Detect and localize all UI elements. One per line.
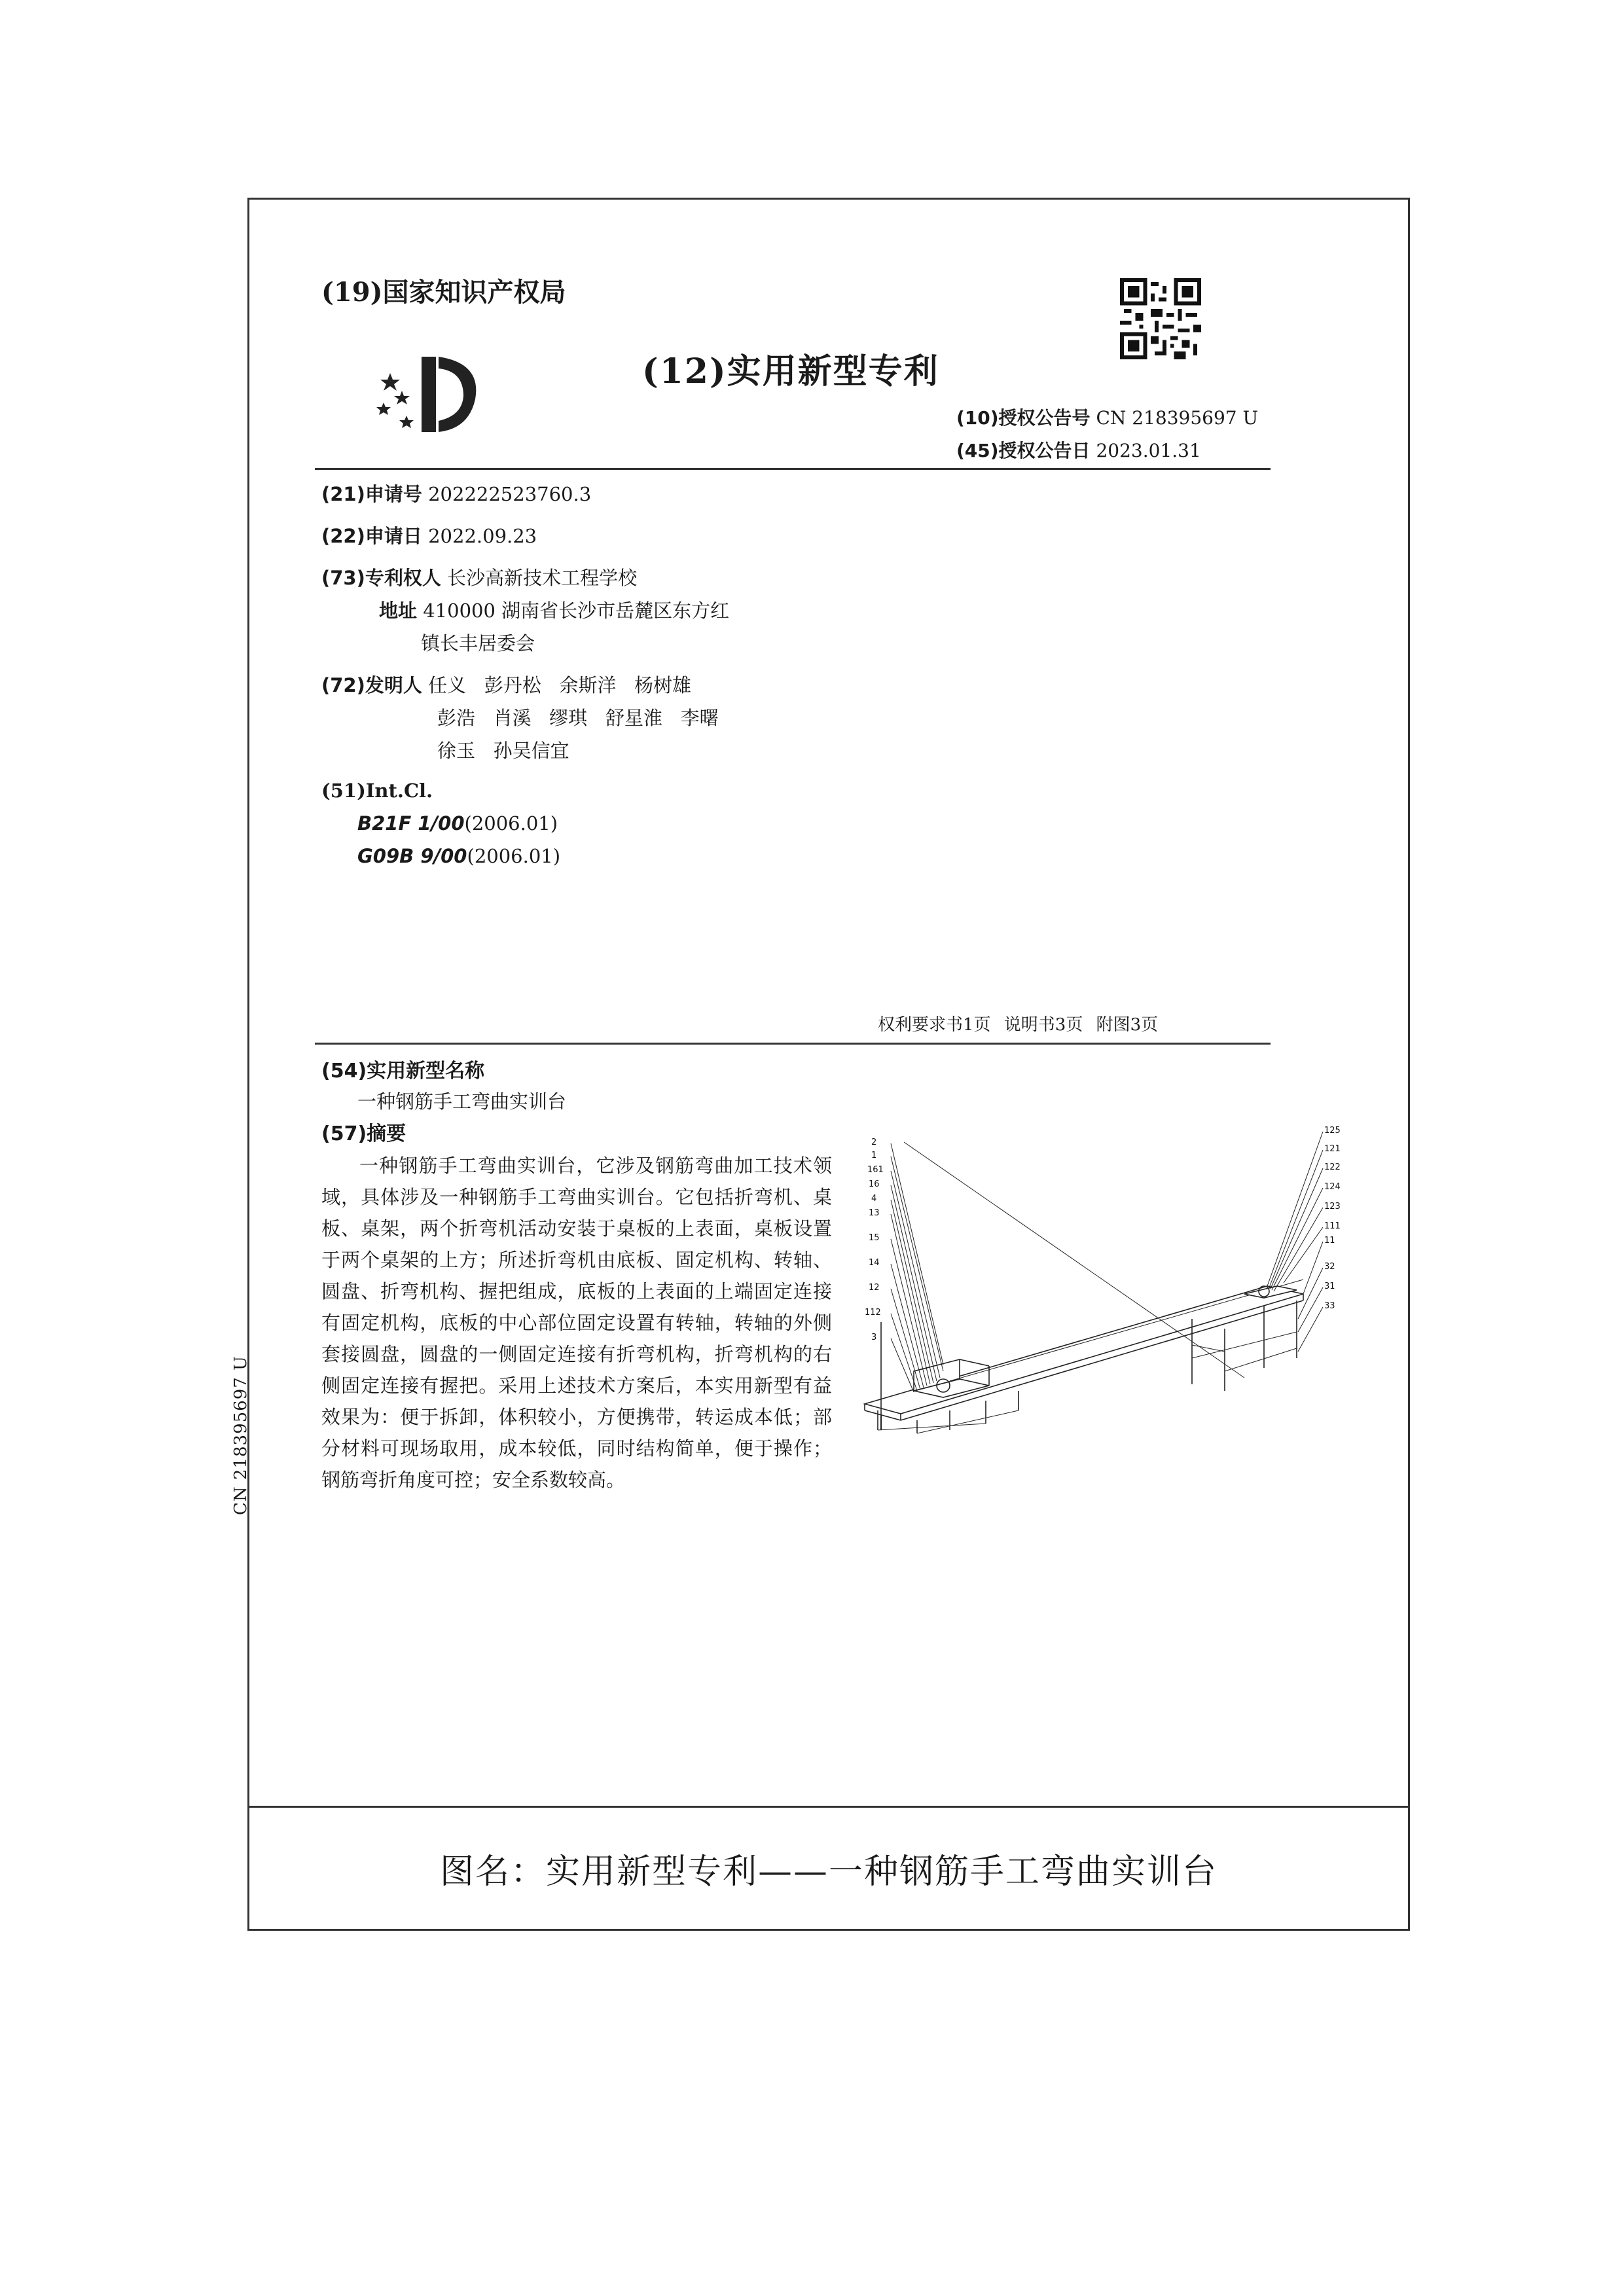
- side-pub-number: CN 218395697 U: [231, 1355, 251, 1515]
- part-label: 112: [865, 1308, 881, 1318]
- caption-bar: [249, 1806, 1408, 1929]
- part-label: 31: [1324, 1282, 1335, 1291]
- figure-drawing: [852, 1122, 1375, 1437]
- patent-office: (19)国家知识产权局: [321, 277, 566, 308]
- pub-number-value: CN 218395697 U: [1096, 407, 1259, 429]
- figure-caption: 图名：实用新型专利——一种钢筋手工弯曲实训台: [439, 1852, 1218, 1892]
- part-label: 4: [871, 1194, 877, 1204]
- app-no-label: (21)申请号: [321, 483, 422, 505]
- patentee-value: 长沙高新技术工程学校: [447, 567, 638, 589]
- app-no-value: 202222523760.3: [428, 483, 592, 505]
- part-label: 124: [1324, 1182, 1341, 1192]
- pub-date-row: [956, 437, 1201, 463]
- intcl-1-year: (2006.01): [464, 812, 558, 834]
- part-label: 123: [1324, 1202, 1341, 1211]
- part-label: 14: [869, 1258, 880, 1268]
- filing-date-row: [321, 522, 537, 548]
- pub-date-value: 2023.01.31: [1096, 440, 1201, 461]
- intcl-1-code: B21F 1/00: [357, 812, 465, 834]
- drawing-labels-left: [865, 1138, 884, 1342]
- title-section-label: (54)实用新型名称: [321, 1060, 485, 1083]
- inventors-row: [321, 671, 691, 698]
- part-label: 3: [871, 1333, 877, 1342]
- address-line2: 镇长丰居委会: [421, 632, 535, 655]
- intcl-2-year: (2006.01): [467, 845, 561, 867]
- intcl-row-2: [357, 845, 560, 867]
- part-label: 122: [1324, 1162, 1341, 1172]
- pub-number-label: (10)授权公告号: [956, 407, 1091, 429]
- filing-date-label: (22)申请日: [321, 525, 422, 547]
- inventors-line2: 彭浩 肖溪 缪琪 舒星淮 李曙: [437, 707, 719, 729]
- part-label: 2: [871, 1138, 877, 1147]
- header-rule: [315, 468, 1271, 470]
- intcl-2-code: G09B 9/00: [357, 845, 467, 867]
- part-label: 15: [869, 1233, 880, 1243]
- section-rule: [315, 1043, 1271, 1045]
- pub-number-row: [956, 404, 1258, 430]
- part-label: 33: [1324, 1301, 1335, 1311]
- inventors-line1: 任义 彭丹松 余斯洋 杨树雄: [428, 674, 692, 696]
- abstract-label: (57)摘要: [321, 1122, 406, 1145]
- filing-date-value: 2022.09.23: [428, 525, 537, 547]
- abstract-text: 一种钢筋手工弯曲实训台，它涉及钢筋弯曲加工技术领域，具体涉及一种钢筋手工弯曲实训台。它包括折弯机、桌板、桌架，两个折弯机活动安装于桌板的上表面，桌板设置于两个桌架的上方；所述折弯机由底板、固定机构、转轴、圆盘、折弯机构、握把组成，底板的上表面的上端固定连接有固定机构，底板的中心部位固定设置有转轴，转轴的外侧套接圆盘，圆盘的一侧固定连接有折弯机构，折弯机构的右侧固定连接有握把。采用上述技术方案后，本实用新型有益效果为：便于拆卸，体积较小，方便携带，转运成本低；部分材料可现场取用，成本较低，同时结构简单，便于操作；钢筋弯折角度可控；安全系数较高。: [321, 1155, 832, 1491]
- pages-info: 权利要求书1页 说明书3页 附图3页: [878, 1015, 1159, 1035]
- qr-code: [1120, 278, 1201, 359]
- utility-model-title: 一种钢筋手工弯曲实训台: [357, 1090, 567, 1113]
- part-label: 125: [1324, 1126, 1341, 1136]
- part-label: 1: [871, 1151, 877, 1160]
- inventors-label: (72)发明人: [321, 674, 422, 696]
- patent-type: (12)实用新型专利: [642, 351, 939, 391]
- intcl-row-1: [357, 812, 558, 834]
- address-line1: 410000 湖南省长沙市岳麓区东方红: [423, 600, 730, 622]
- part-label: 32: [1324, 1262, 1335, 1272]
- patent-page-frame: [231, 198, 1410, 1931]
- cnipa-logo: [370, 344, 488, 435]
- part-label: 11: [1324, 1236, 1335, 1246]
- pub-date-label: (45)授权公告日: [956, 440, 1091, 461]
- part-label: 121: [1324, 1144, 1341, 1154]
- address-label: 地址: [379, 600, 418, 622]
- app-no-row: [321, 480, 591, 507]
- part-label: 12: [869, 1283, 880, 1293]
- part-label: 161: [867, 1165, 884, 1175]
- intcl-label: (51)Int.Cl.: [321, 780, 433, 802]
- patentee-label: (73)专利权人: [321, 567, 441, 589]
- address-row: [379, 596, 729, 623]
- patentee-row: [321, 564, 637, 590]
- part-label: 16: [869, 1179, 880, 1189]
- drawing-labels-right: [1324, 1126, 1341, 1311]
- inventors-line3: 徐玉 孙吴信宜: [437, 740, 569, 762]
- part-label: 13: [869, 1208, 880, 1218]
- part-label: 111: [1324, 1221, 1341, 1231]
